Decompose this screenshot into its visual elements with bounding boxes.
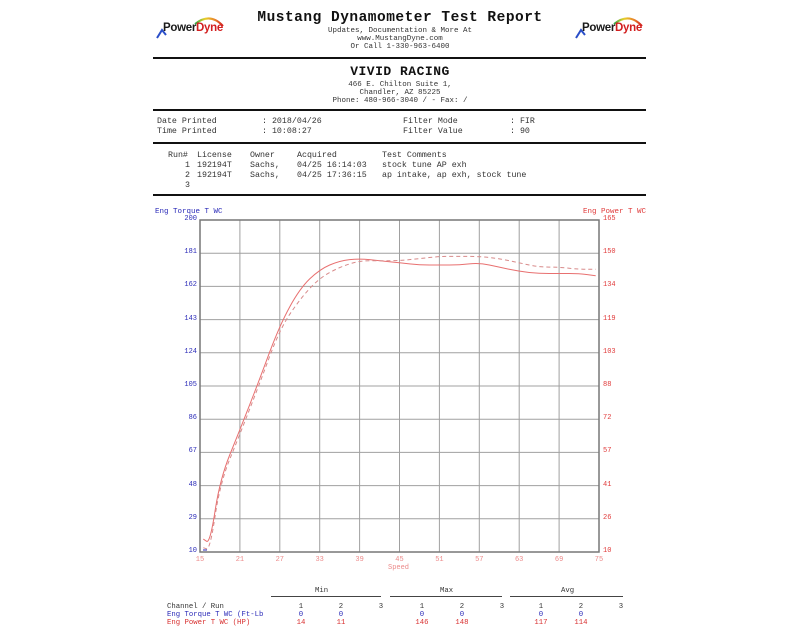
right-axis-tick: 103 [603, 347, 616, 356]
filter-mode-label: Filter Mode [403, 117, 458, 126]
shop-name: VIVID RACING [350, 64, 450, 79]
stats-torque-avg: 0 [538, 611, 544, 619]
x-axis-tick: 75 [594, 556, 604, 564]
left-axis-tick: 181 [184, 248, 197, 257]
stats-torque-max: 0 [459, 611, 465, 619]
right-axis-tick: 10 [603, 547, 612, 555]
left-axis-tick: 143 [184, 314, 197, 323]
stats-group-max: Max [440, 587, 454, 595]
left-axis-tick: 48 [188, 480, 197, 489]
stats-power-avg: 117 [534, 619, 548, 627]
x-axis-tick: 33 [315, 556, 324, 564]
stats-power-max: 146 [415, 619, 429, 627]
report-title: Mustang Dynamometer Test Report [257, 10, 543, 26]
right-axis-tick: 150 [603, 248, 616, 257]
logo-power-text: Power [163, 22, 197, 34]
right-axis-tick: 26 [603, 513, 612, 522]
logo-power-text: Power [582, 22, 616, 34]
x-axis-tick: 45 [395, 556, 404, 564]
right-axis-tick: 57 [603, 447, 612, 456]
run-number: 2 [185, 171, 190, 180]
date-printed-label: Date Printed [157, 117, 217, 126]
run-license: 192194T [197, 161, 232, 170]
channel-run-label: Channel / Run [167, 603, 224, 611]
time-printed-label: Time Printed [157, 127, 217, 136]
divider [390, 596, 502, 597]
stats-torque-avg: 0 [578, 611, 584, 619]
run-number: 3 [185, 181, 190, 190]
divider [271, 596, 381, 597]
torque-channel-label: Eng Torque T WC (Ft-Lb [167, 611, 264, 619]
stats-torque-max: 0 [419, 611, 425, 619]
filter-value-value: : 90 [510, 127, 530, 136]
stats-run-header: 1 [538, 603, 544, 611]
chart-grid [200, 220, 599, 552]
stats-run-header: 2 [338, 603, 344, 611]
x-axis-tick: 21 [235, 556, 245, 564]
x-axis-tick: 63 [514, 556, 524, 564]
x-axis-tick: 69 [554, 556, 564, 564]
run-number: 1 [185, 161, 190, 170]
left-axis-tick: 162 [184, 281, 197, 290]
stats-power-max: 148 [455, 619, 469, 627]
stats-run-header: 1 [298, 603, 304, 611]
right-axis-tick: 88 [603, 381, 612, 389]
x-axis-tick: 15 [195, 556, 205, 564]
run-license: 192194T [197, 171, 232, 180]
right-axis-tick: 165 [603, 215, 616, 223]
divider [510, 596, 623, 597]
subtitle-line-3: Or Call 1-330-963-6400 [350, 43, 450, 51]
stats-run-header: 2 [459, 603, 465, 611]
stats-power-avg: 114 [574, 619, 588, 627]
run-owner: Sachs, [250, 161, 280, 170]
filter-mode-value: : FIR [510, 117, 535, 126]
right-axis-tick: 41 [603, 480, 612, 489]
run-acquired: 04/25 17:36:15 [297, 171, 367, 180]
left-axis-tick: 105 [184, 381, 197, 389]
run-comments: ap intake, ap exh, stock tune [382, 171, 527, 180]
stats-torque-min: 0 [338, 611, 344, 619]
right-axis-tick: 72 [603, 414, 612, 423]
left-axis-tick: 29 [188, 513, 197, 522]
shop-address-1: 466 E. Chilton Suite 1, [348, 81, 452, 89]
stats-run-header: 3 [618, 603, 624, 611]
left-axis-tick: 10 [188, 547, 197, 555]
stats-run-header: 2 [578, 603, 584, 611]
col-license: License [197, 151, 232, 160]
run-owner: Sachs, [250, 171, 280, 180]
col-comments: Test Comments [382, 151, 447, 160]
stats-group-min: Min [315, 587, 329, 595]
left-axis-tick: 67 [188, 447, 197, 456]
x-axis-label: Speed [388, 564, 410, 572]
stats-group-avg: Avg [561, 587, 575, 595]
run-comments: stock tune AP exh [382, 161, 467, 170]
time-printed-value: : 10:08:27 [262, 127, 312, 136]
col-run: Run# [168, 151, 188, 160]
left-axis-title: Eng Torque T WC [155, 208, 223, 216]
logo-dyne-text: Dyne [615, 22, 642, 34]
date-printed-value: : 2018/04/26 [262, 117, 322, 126]
run-acquired: 04/25 16:14:03 [297, 161, 367, 170]
subtitle-line-2: www.MustangDyne.com [357, 35, 443, 43]
right-axis-tick: 134 [603, 281, 616, 290]
shop-address-2: Chandler, AZ 85225 [359, 89, 441, 97]
left-axis-tick: 86 [188, 414, 197, 423]
x-axis-tick: 39 [355, 556, 364, 564]
shop-phone: Phone: 480-966-3040 / - Fax: / [332, 97, 468, 105]
stats-run-header: 3 [499, 603, 505, 611]
stats-power-min: 14 [296, 619, 306, 627]
x-axis-tick: 27 [275, 556, 284, 564]
x-axis-tick: 57 [475, 556, 484, 564]
col-acquired: Acquired [297, 151, 337, 160]
filter-value-label: Filter Value [403, 127, 463, 136]
stats-run-header: 1 [419, 603, 425, 611]
power-channel-label: Eng Power T WC (HP) [167, 619, 251, 627]
left-axis-tick: 200 [184, 215, 197, 223]
col-owner: Owner [250, 151, 275, 160]
right-axis-title: Eng Power T WC [583, 208, 647, 216]
x-axis-tick: 51 [435, 556, 444, 564]
left-axis-tick: 124 [184, 347, 197, 356]
stats-torque-min: 0 [298, 611, 304, 619]
stats-power-min: 11 [336, 619, 346, 627]
logo-dyne-text: Dyne [196, 22, 223, 34]
stats-run-header: 3 [378, 603, 384, 611]
subtitle-line-1: Updates, Documentation & More At [327, 27, 473, 35]
right-axis-tick: 119 [603, 314, 616, 323]
